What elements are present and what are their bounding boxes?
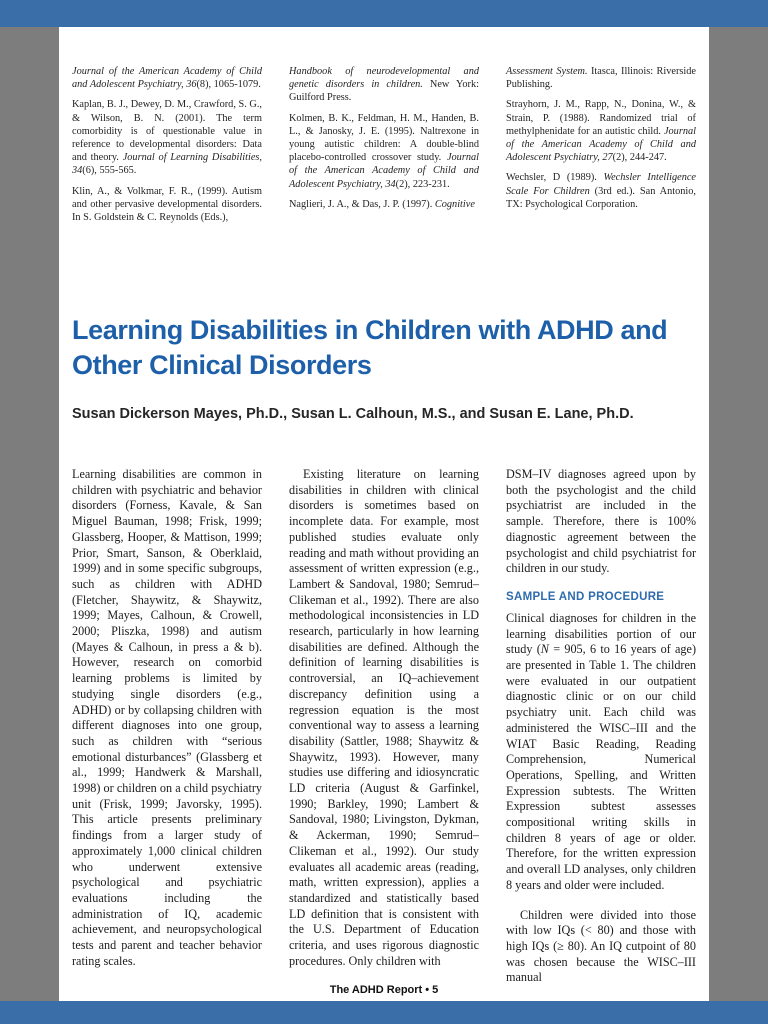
reference-entry: Assessment System. Itasca, Illinois: Riverside Publishing.: [506, 66, 696, 91]
references-column-2: [289, 65, 479, 231]
body-column-3: [506, 467, 696, 986]
reference-entry: Klin, A., & Volkmar, F. R., (1999). Autism and other pervasive developmental disorders. In S. Goldstein & C. Reynolds (Eds.),: [72, 185, 262, 224]
body-paragraph: Clinical diagnoses for children in the learning disabilities portion of our study (N = 905, 6 to 16 years of age) are presented in Table 1. The children were evaluated in our outpatient diagnostic clinic or on our child psychiatry unit. Each child was administered the WISC–III and the WIAT Basic Reading, Reading Comprehension, Numerical Operations, Spelling, and Written Expression subtests. The Written Expression subtest assesses compositional writing skills in children 8 years of age or older. Therefore, for the written expression and overall LD analyses, only children 8 years and older were included.: [506, 610, 696, 892]
body-column-1: [72, 467, 262, 986]
reference-entry: Handbook of neurodevelopmental and genetic disorders in children. New York: Guilford Press.: [289, 66, 479, 104]
article-title: Learning Disabilities in Children with ADHD and Other Clinical Disorders: [72, 315, 668, 380]
reference-entry: Journal of the American Academy of Child and Adolescent Psychiatry, 36(8), 1065-1079.: [72, 66, 262, 91]
page-footer: The ADHD Report • 5: [329, 984, 439, 996]
references-section: [72, 65, 696, 231]
viewer-top-bar: [0, 0, 768, 27]
references-column-3: [506, 65, 696, 231]
references-column-1: [72, 65, 262, 231]
reference-entry: Naglieri, J. A., & Das, J. P. (1997). Cognitive: [289, 198, 475, 210]
article-body: [72, 467, 696, 986]
body-paragraph: DSM–IV diagnoses agreed upon by both the psychologist and the child psychiatrist are included in the sample. Therefore, there is 100% diagnostic agreement between the psychologist and child psychiatrist for children in our study.: [506, 467, 696, 576]
reference-entry: Kaplan, B. J., Dewey, D. M., Crawford, S. G., & Wilson, B. N. (2001). The term comorbidity is of questionable value in reference to developmental disorders: Data and theory. Journal of Learning Disabilities, 34(6), 555-565.: [72, 99, 262, 177]
document-page: [59, 27, 709, 1001]
reference-entry: Kolmen, B. K., Feldman, H. M., Handen, B. L., & Janosky, J. E. (1995). Naltrexone in young autistic children: A double-blind placebo-controlled crossover study. Journal of the American Academy of Child and Adolescent Psychiatry, 34(2), 223-231.: [289, 112, 479, 190]
section-heading-sample-and-procedure: SAMPLE AND PROCEDURE: [506, 590, 665, 603]
reference-entry: Wechsler, D (1989). Wechsler Intelligence Scale For Children (3rd ed.). San Antonio, TX: Psychological Corporation.: [506, 172, 696, 210]
article-authors: Susan Dickerson Mayes, Ph.D., Susan L. Calhoun, M.S., and Susan E. Lane, Ph.D.: [72, 406, 634, 422]
body-paragraph: Existing literature on learning disabilities in children with clinical disorders is sometimes based on incomplete data. For example, most published studies evaluate only reading and math without providing an assessment of written expression (e.g., Lambert & Sandoval, 1980; Semrud–Clikeman et al., 1992). There are also methodological inconsistencies in LD research, particularly in how learning disabilities are defined. Although the definition of learning disabilities is controversial, an IQ–achievement discrepancy definition using a regression equation is the most conventional way to assess a learning disability (Sattler, 1988; Shaywitz & Shaywitz, 1993). However, many studies use differing and idiosyncratic LD criteria (August & Garfinkel, 1990; Barkley, 1990; Lambert & Sandoval, 1980; Livingston, Dykman, & Ackerman, 1990; Semrud–Clikeman et al., 1992). Our study evaluates all academic areas (reading, math, written expression), applies a standardized and statistically based LD definition that is consistent with the U.S. Department of Education criteria, and uses rigorous diagnostic procedures. Only children with: [289, 467, 479, 968]
reference-entry: Strayhorn, J. M., Rapp, N., Donina, W., & Strain, P. (1988). Randomized trial of methylphenidate for an autistic child. Journal of the American Academy of Child and Adolescent Psychiatry, 27(2), 244-247.: [506, 99, 696, 164]
body-paragraph: Learning disabilities are common in children with psychiatric and behavior disorders (Forness, Kavale, & San Miguel Bauman, 1998; Frisk, 1999; Glassberg, Hooper, & Mattison, 1999; Prior, Smart, Sanson, & Oberklaid, 1999) and in some specific subgroups, such as children with ADHD (Fletcher, Shaywitz, & Shaywitz, 1999; Mayes, Calhoun, & Crowell, 2000; Pliszka, 1998) and autism (Mayes & Calhoun, in press a & b). However, research on comorbid learning problems is limited by studying single disorders (e.g., ADHD) or by collapsing children with different diagnoses into one group, such as children with “serious emotional disturbances” (Glassberg et al., 1999; Handwerk & Marshall, 1998) or children on a child psychiatry unit (Frisk, 1999; Javorsky, 1995). This article presents preliminary findings from a larger study of approximately 1,000 clinical children who underwent extensive psychological and psychiatric evaluations including the administration of IQ, academic achievement, and neuropsychological tests and parent and teacher behavior rating scales.: [72, 467, 262, 968]
body-paragraph: Children were divided into those with low IQs (< 80) and those with high IQs (≥ 80). An IQ cutpoint of 80 was chosen because the WISC–III manual: [506, 907, 696, 985]
viewer-bottom-bar: [0, 1001, 768, 1024]
body-column-2: [289, 467, 479, 986]
